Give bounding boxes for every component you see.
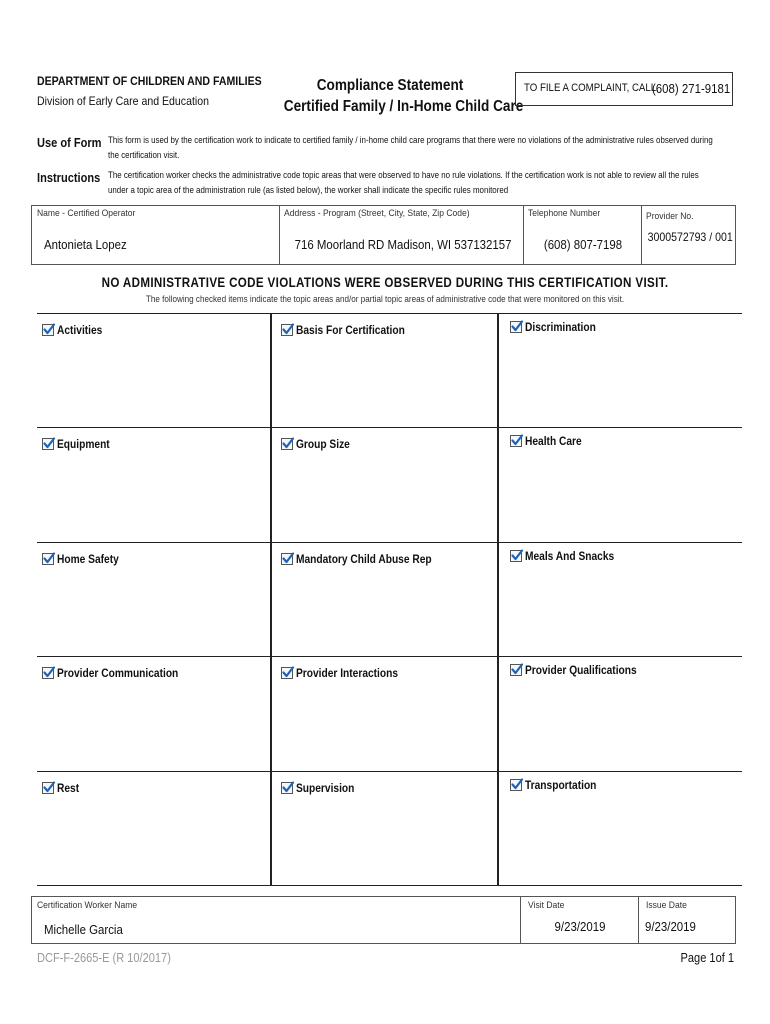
- provider-label: Provider No.: [646, 211, 694, 222]
- checkmark-icon: [510, 319, 524, 333]
- topic-checkbox[interactable]: [281, 782, 293, 794]
- division-name: Division of Early Care and Education: [37, 94, 209, 108]
- operator-info-box: [31, 205, 736, 265]
- topic-item: [510, 778, 609, 792]
- topic-item: [281, 323, 424, 337]
- checkmark-icon: [281, 665, 295, 679]
- address-value: 716 Moorland RD Madison, WI 537132157: [294, 237, 512, 252]
- topic-item: [281, 781, 365, 795]
- topic-row: [37, 314, 742, 428]
- topic-label: Health Care: [525, 434, 582, 449]
- topic-label: Discrimination: [525, 320, 596, 334]
- checkmark-icon: [510, 548, 524, 562]
- worker-name-label: Certification Worker Name: [37, 900, 138, 911]
- checkmark-icon: [42, 322, 56, 336]
- phone-cell: [524, 206, 642, 264]
- checkmark-icon: [281, 436, 295, 450]
- topic-checkbox[interactable]: [281, 667, 293, 679]
- operator-name-label: Name - Certified Operator: [37, 208, 136, 219]
- topic-label: Home Safety: [57, 551, 119, 566]
- visit-date: 9/23/2019: [554, 919, 606, 934]
- topic-checkbox[interactable]: [510, 779, 522, 791]
- complaint-phone: (608) 271-9181: [652, 81, 731, 96]
- topic-checkbox[interactable]: [510, 664, 522, 676]
- issue-date: 9/23/2019: [645, 919, 696, 934]
- phone-value: (608) 807-7198: [543, 237, 623, 252]
- topic-checkbox[interactable]: [510, 550, 522, 562]
- topic-item: [42, 666, 200, 680]
- checkmark-icon: [281, 551, 295, 565]
- topic-label: Supervision: [296, 780, 355, 795]
- topic-checkbox[interactable]: [42, 553, 54, 565]
- no-violations-headline: NO ADMINISTRATIVE CODE VIOLATIONS WERE OBSERVED DURING THIS CERTIFICATION VISIT.: [101, 275, 669, 290]
- topic-checkbox[interactable]: [281, 553, 293, 565]
- topic-item: [281, 437, 359, 451]
- topic-label: Group Size: [296, 437, 350, 452]
- topic-label: Transportation: [525, 777, 597, 792]
- topic-row: [37, 657, 742, 771]
- checkmark-icon: [42, 780, 56, 794]
- topic-item: [42, 781, 83, 795]
- checkmark-icon: [510, 777, 524, 791]
- topic-checkbox[interactable]: [42, 667, 54, 679]
- instructions-text: The certification worker checks the administrative code topic areas that were observed to have no rule violations. If the certification work is not able to review all the rules under a topic area of the administration rule (as listed below), the worker shall indicate the specific rules monitored: [108, 170, 699, 195]
- topic-label: Rest: [57, 780, 80, 795]
- use-of-form-label: Use of Form: [37, 135, 102, 150]
- issue-date-label: Issue Date: [646, 900, 687, 911]
- topic-checkbox[interactable]: [281, 324, 293, 336]
- complaint-box: [515, 72, 733, 106]
- visit-date-cell: [521, 897, 639, 943]
- topic-item: [510, 434, 592, 448]
- operator-name-cell: [32, 206, 280, 264]
- form-id: DCF-F-2665-E (R 10/2017): [37, 950, 171, 965]
- issue-date-cell: [639, 897, 735, 943]
- form-title: Compliance Statement: [316, 77, 464, 94]
- operator-name: Antonieta Lopez: [44, 237, 127, 252]
- topic-label: Meals And Snacks: [525, 548, 615, 563]
- topic-item: [42, 552, 130, 566]
- topic-label: Activities: [57, 323, 103, 337]
- form-subtitle: Certified Family / In-Home Child Care: [283, 98, 524, 115]
- checkmark-icon: [42, 665, 56, 679]
- complaint-label: TO FILE A COMPLAINT, CALL:: [524, 82, 659, 94]
- topic-item: [510, 320, 608, 334]
- department-name: DEPARTMENT OF CHILDREN AND FAMILIES: [37, 74, 262, 88]
- topic-label: Provider Communication: [57, 666, 179, 681]
- topic-item: [281, 666, 416, 680]
- topic-label: Basis For Certification: [296, 323, 405, 337]
- topic-label: Equipment: [57, 437, 110, 452]
- topic-checkbox[interactable]: [510, 321, 522, 333]
- topic-label: Provider Qualifications: [525, 663, 637, 678]
- worker-name: Michelle Garcia: [44, 922, 123, 937]
- topic-item: [281, 552, 456, 566]
- worker-info-box: [31, 896, 736, 944]
- use-of-form-text: This form is used by the certification work to indicate to certified family / in-home child care programs that there were no violations of the administrative rules observed during the certification visit.: [108, 135, 713, 160]
- topic-checkbox[interactable]: [42, 438, 54, 450]
- topic-row: [37, 543, 742, 657]
- instructions-label: Instructions: [37, 170, 101, 185]
- topic-checkbox[interactable]: [510, 435, 522, 447]
- worker-name-cell: [32, 897, 521, 943]
- checkmark-icon: [510, 662, 524, 676]
- topic-item: [42, 437, 119, 451]
- address-cell: [280, 206, 524, 264]
- page-number: Page 1of 1: [680, 950, 734, 965]
- topic-item: [510, 549, 630, 563]
- topic-row: [37, 428, 742, 542]
- topic-item: [42, 323, 110, 337]
- visit-date-label: Visit Date: [528, 900, 565, 911]
- topic-item: [510, 663, 656, 677]
- address-label: Address - Program (Street, City, State, Zip Code): [284, 208, 470, 219]
- provider-number: 3000572793 / 001: [647, 230, 733, 244]
- checkmark-icon: [281, 322, 295, 336]
- checkmark-icon: [42, 436, 56, 450]
- topic-label: Provider Interactions: [296, 666, 399, 681]
- topic-row: [37, 772, 742, 886]
- checkmark-icon: [42, 551, 56, 565]
- checkmark-icon: [510, 433, 524, 447]
- no-violations-subheadline: The following checked items indicate the topic areas and/or partial topic areas of administrative code that were monitored on this visit.: [145, 294, 625, 304]
- topic-label: Mandatory Child Abuse Rep: [296, 551, 432, 566]
- topic-checkbox[interactable]: [42, 324, 54, 336]
- checkmark-icon: [281, 780, 295, 794]
- topic-checkbox[interactable]: [281, 438, 293, 450]
- phone-label: Telephone Number: [528, 208, 601, 219]
- topic-checkbox[interactable]: [42, 782, 54, 794]
- provider-cell: [642, 206, 735, 264]
- topic-grid: [37, 313, 742, 886]
